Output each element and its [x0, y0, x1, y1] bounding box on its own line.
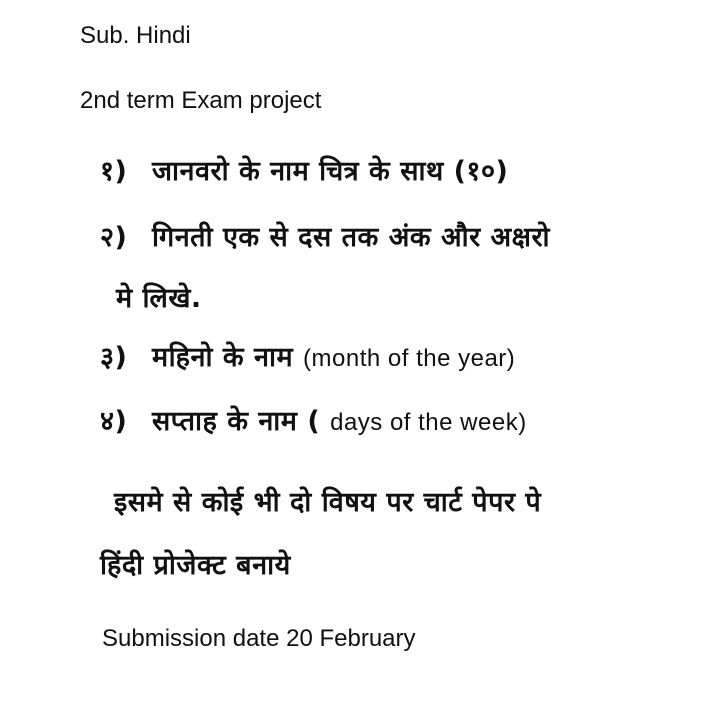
- submission-date: Submission date 20 February: [102, 625, 416, 652]
- item-text: मे लिखे.: [116, 283, 202, 314]
- list-item-2-continued: [116, 285, 202, 312]
- instruction-line-1: इसमे से कोई भी दो विषय पर चार्ट पेपर पे: [114, 487, 542, 518]
- list-item-1: [100, 158, 508, 185]
- item-number: २): [100, 222, 128, 253]
- list-item-4: [100, 408, 527, 435]
- item-text: महिनो के नाम: [152, 342, 304, 373]
- project-title: 2nd term Exam project: [80, 87, 322, 114]
- item-number: ३): [100, 342, 128, 373]
- instruction-line-2: हिंदी प्रोजेक्ट बनाये: [100, 550, 291, 581]
- item-number: ४): [100, 406, 128, 437]
- item-number: १): [100, 156, 128, 187]
- list-item-3: [100, 344, 515, 371]
- subject-label: Sub. Hindi: [80, 22, 191, 49]
- list-item-2: [100, 224, 550, 251]
- item-english-text: (month of the year): [303, 345, 516, 372]
- item-text: जानवरो के नाम चित्र के साथ (१०): [152, 156, 509, 187]
- item-text: गिनती एक से दस तक अंक और अक्षरो: [152, 222, 551, 253]
- item-text: सप्ताह के नाम (: [152, 406, 331, 437]
- item-english-text: days of the week): [330, 409, 527, 436]
